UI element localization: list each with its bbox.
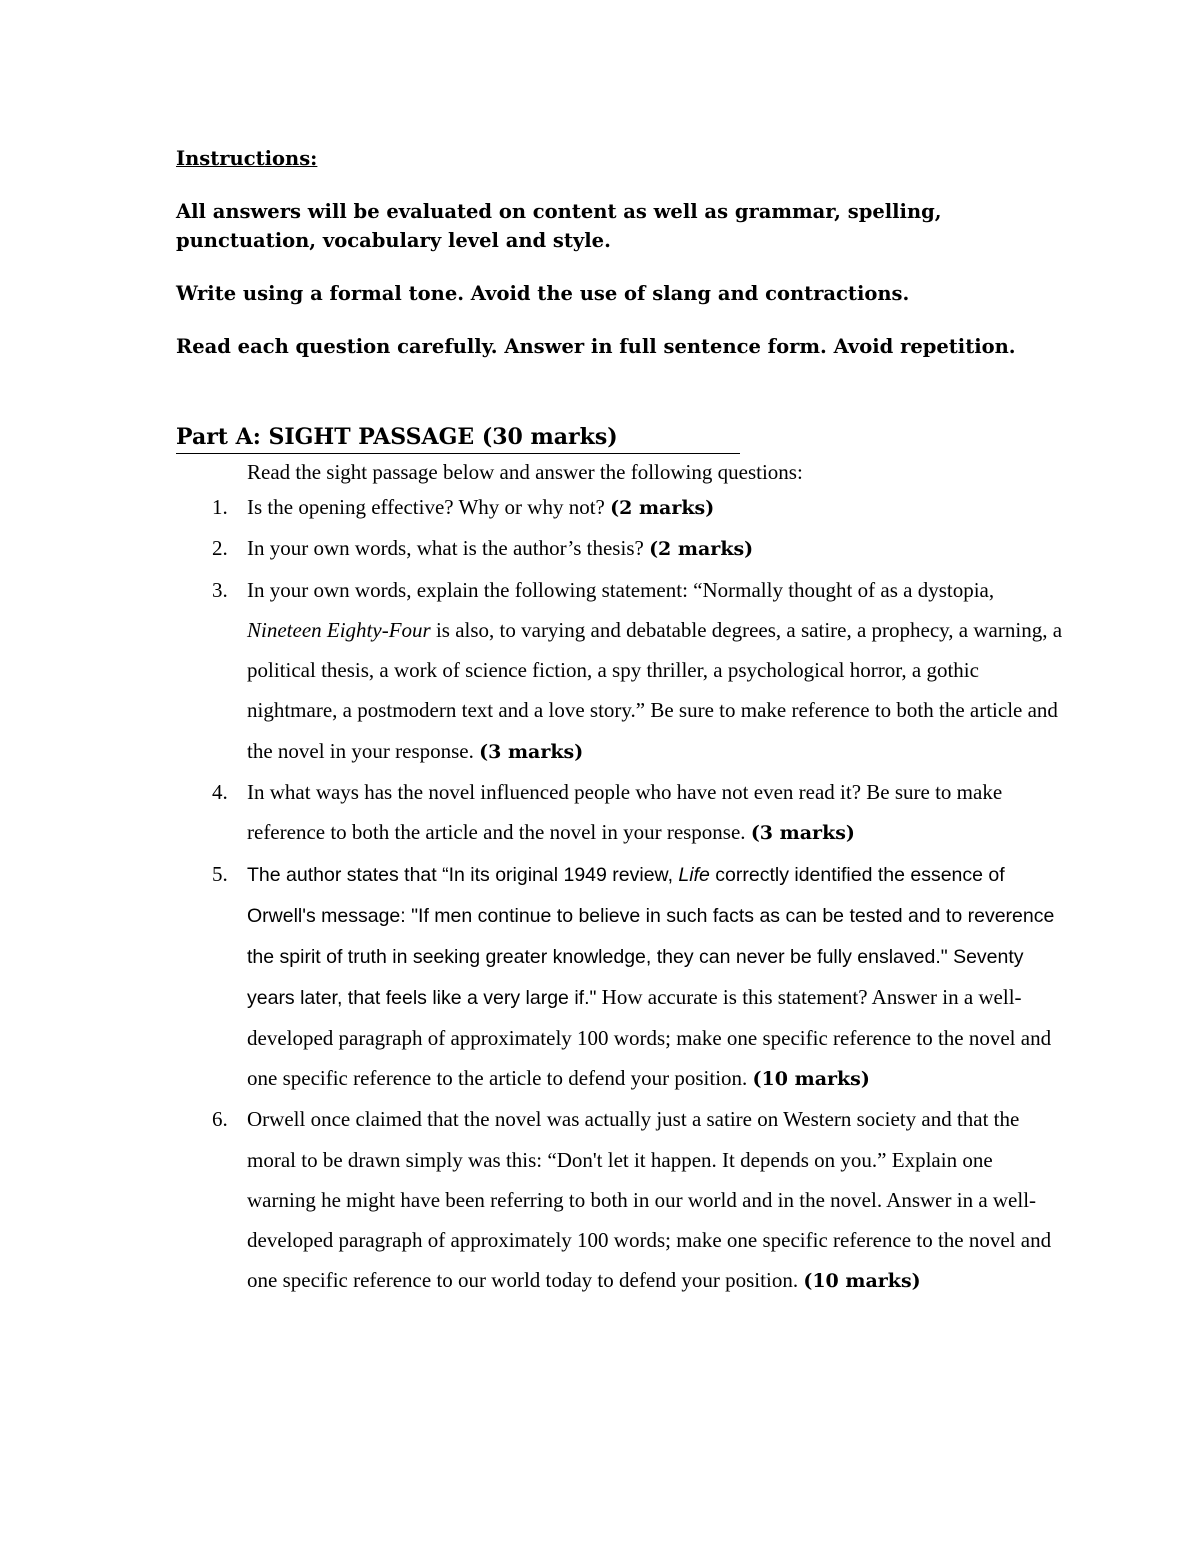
question-5: [176, 854, 1066, 1100]
question-body: How accurate is this statement? Answer in a well-developed paragraph of approximately 100 words; make one specific reference to the novel and one specific reference to the article to defend your position.: [247, 984, 1052, 1090]
instructions-section: [176, 144, 1076, 385]
question-number: 6.: [212, 1107, 228, 1132]
question-1: [176, 487, 1066, 528]
instructions-paragraph-read: Read each question carefully. Answer in full sentence form. Avoid repetition.: [176, 335, 1016, 358]
part-a-intro: Read the sight passage below and answer the following questions:: [247, 460, 803, 484]
quoted-passage-continued: correctly identified the essence of Orwell's message: "If men continue to believe in such facts as can be tested and to reverence the spirit of truth in seeking greater knowledge, they can never be fully enslaved." Seventy years later, that feels like a very large if.": [247, 863, 1055, 1009]
question-text: [247, 570, 1066, 772]
question-number: 1.: [212, 495, 228, 519]
question-text: [247, 1099, 1066, 1301]
part-a-heading: Part A: SIGHT PASSAGE (30 marks): [176, 421, 740, 454]
question-body: Orwell once claimed that the novel was actually just a satire on Western society and that the moral to be drawn simply was this: “Don't let it happen. It depends on you.” Explain one warning he might have been referring to both in our world and in the novel. Answer in a well-developed paragraph of approximately 100 words; make one specific reference to the novel and one specific reference to our world today to defend your position.: [247, 1107, 1052, 1293]
question-text: [247, 536, 753, 560]
question-body: Is the opening effective? Why or why not?: [247, 495, 611, 519]
novel-title: Nineteen Eighty-Four: [247, 617, 431, 642]
question-text: [247, 772, 1066, 854]
quoted-passage: The author states that “In its original 1949 review,: [247, 863, 679, 886]
question-text: [247, 854, 1066, 1100]
question-marks: (3 marks): [479, 740, 584, 763]
question-marks: (3 marks): [750, 822, 855, 845]
question-6: [176, 1099, 1066, 1301]
question-3: [176, 570, 1066, 772]
question-number: 4.: [212, 780, 228, 805]
magazine-title: Life: [678, 863, 710, 886]
question-number: 3.: [212, 577, 228, 602]
question-marks: (10 marks): [752, 1067, 870, 1090]
question-marks: (2 marks): [610, 497, 715, 519]
question-body: In what ways has the novel influenced people who have not even read it? Be sure to make reference to both the article and the novel in your response.: [247, 780, 1003, 845]
question-marks: (10 marks): [803, 1270, 921, 1293]
question-text: [247, 495, 714, 519]
instructions-paragraph-tone: Write using a formal tone. Avoid the use of slang and contractions.: [176, 282, 910, 305]
instructions-heading: Instructions:: [176, 147, 318, 170]
instructions-paragraph-evaluation: All answers will be evaluated on content as well as grammar, spelling, punctuation, vocabulary level and style.: [176, 200, 942, 252]
question-body: In your own words, what is the author’s thesis?: [247, 536, 650, 561]
question-marks: (2 marks): [649, 538, 754, 561]
question-body-continued: is also, to varying and debatable degrees, a satire, a prophecy, a warning, a political thesis, a work of science fiction, a spy thriller, a psychological horror, a gothic nightmare, a postmodern text and a love story.” Be sure to make reference to both the article and the novel in your response.: [247, 617, 1063, 763]
question-body: In your own words, explain the following statement: “Normally thought of as a dystopia,: [247, 577, 995, 602]
question-4: [176, 772, 1066, 854]
question-list: [176, 487, 1066, 1302]
question-2: [176, 528, 1066, 569]
question-number: 5.: [212, 861, 228, 886]
question-number: 2.: [212, 536, 228, 561]
